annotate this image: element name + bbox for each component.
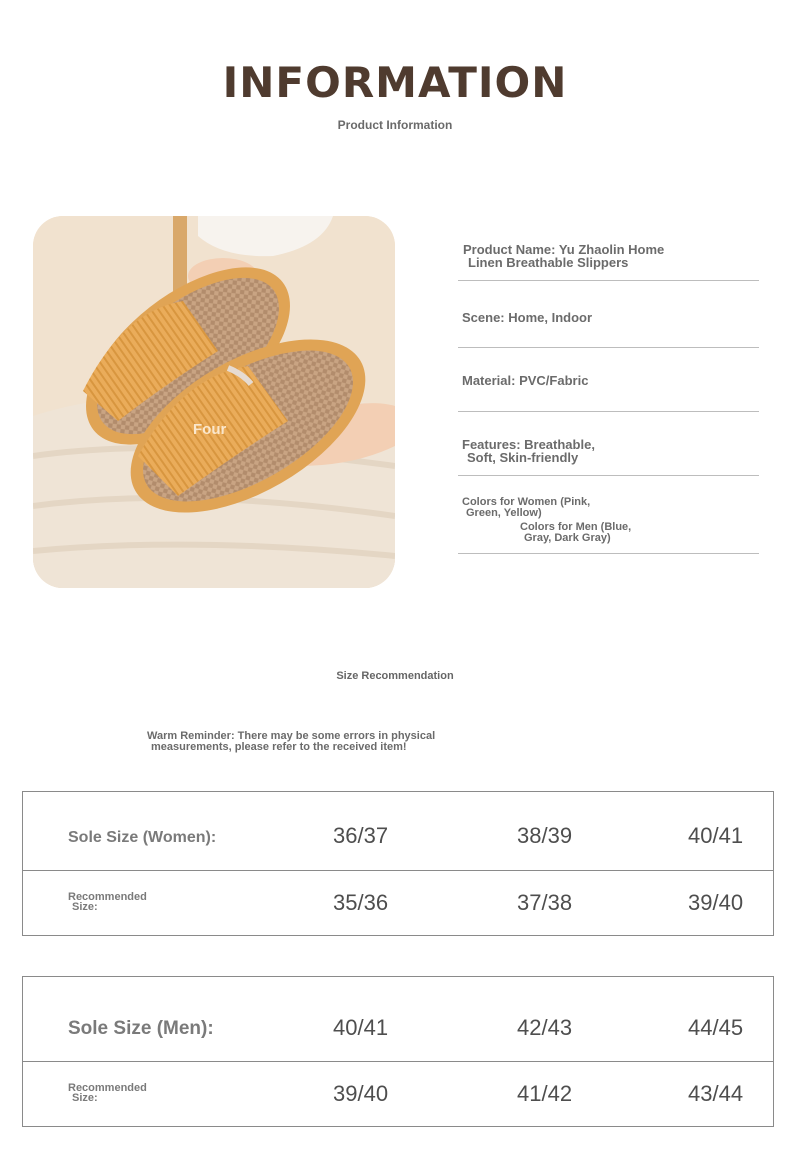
men-size-table bbox=[22, 976, 774, 1127]
reminder-line: measurements, please refer to the received item! bbox=[151, 741, 407, 753]
row-label: Sole Size (Men): bbox=[68, 1018, 214, 1039]
photo-overlay-text: Four bbox=[193, 421, 227, 438]
table-cell: 40/41 bbox=[688, 823, 744, 848]
table-cell: 35/36 bbox=[333, 871, 493, 936]
row-label: Sole Size (Women): bbox=[68, 829, 217, 846]
page-subtitle: Product Information bbox=[337, 118, 453, 132]
info-line: Material: PVC/Fabric bbox=[462, 373, 589, 388]
table-cell: 37/38 bbox=[493, 871, 672, 936]
table-cell: 42/43 bbox=[517, 1015, 573, 1040]
info-line: Colors for Men (Blue, bbox=[520, 521, 632, 533]
info-features bbox=[458, 412, 759, 476]
row-label-line: Recommended bbox=[68, 1082, 147, 1095]
info-product-name bbox=[458, 243, 759, 281]
row-label-line: Recommended bbox=[68, 891, 147, 904]
size-section-title: Size Recommendation bbox=[336, 670, 454, 682]
info-line: Colors for Women (Pink, bbox=[462, 496, 591, 508]
reminder-line: Warm Reminder: There may be some errors in physical bbox=[147, 730, 436, 742]
table-cell: 40/41 bbox=[333, 1015, 389, 1040]
info-line: Product Name: Yu Zhaolin Home bbox=[463, 242, 665, 257]
info-line: Gray, Dark Gray) bbox=[524, 532, 611, 544]
row-label-line: Size: bbox=[72, 901, 98, 913]
row-label bbox=[23, 1062, 334, 1127]
women-size-table bbox=[22, 791, 774, 936]
info-scene bbox=[458, 281, 759, 348]
table-row bbox=[23, 977, 774, 1062]
table-row bbox=[23, 1062, 774, 1127]
row-label-line: Size: bbox=[72, 1092, 98, 1104]
info-line: Linen Breathable Slippers bbox=[468, 255, 629, 270]
table-cell: 38/39 bbox=[517, 823, 573, 848]
info-material bbox=[458, 348, 759, 412]
row-label bbox=[23, 871, 334, 936]
table-cell: 44/45 bbox=[688, 1015, 744, 1040]
table-cell: 41/42 bbox=[493, 1062, 672, 1127]
page-title: INFORMATION bbox=[222, 58, 568, 107]
warm-reminder bbox=[147, 731, 507, 753]
info-line: Features: Breathable, bbox=[462, 437, 595, 452]
table-row bbox=[23, 792, 774, 871]
slippers-illustration bbox=[33, 216, 395, 588]
info-line: Soft, Skin-friendly bbox=[467, 450, 579, 465]
table-cell: 39/40 bbox=[672, 871, 774, 936]
info-line: Green, Yellow) bbox=[466, 507, 542, 519]
info-colors bbox=[458, 476, 759, 554]
table-cell: 39/40 bbox=[333, 1062, 493, 1127]
table-cell: 36/37 bbox=[333, 823, 389, 848]
product-photo bbox=[33, 216, 395, 588]
info-line: Scene: Home, Indoor bbox=[462, 310, 593, 325]
table-row bbox=[23, 871, 774, 936]
table-cell: 43/44 bbox=[672, 1062, 774, 1127]
